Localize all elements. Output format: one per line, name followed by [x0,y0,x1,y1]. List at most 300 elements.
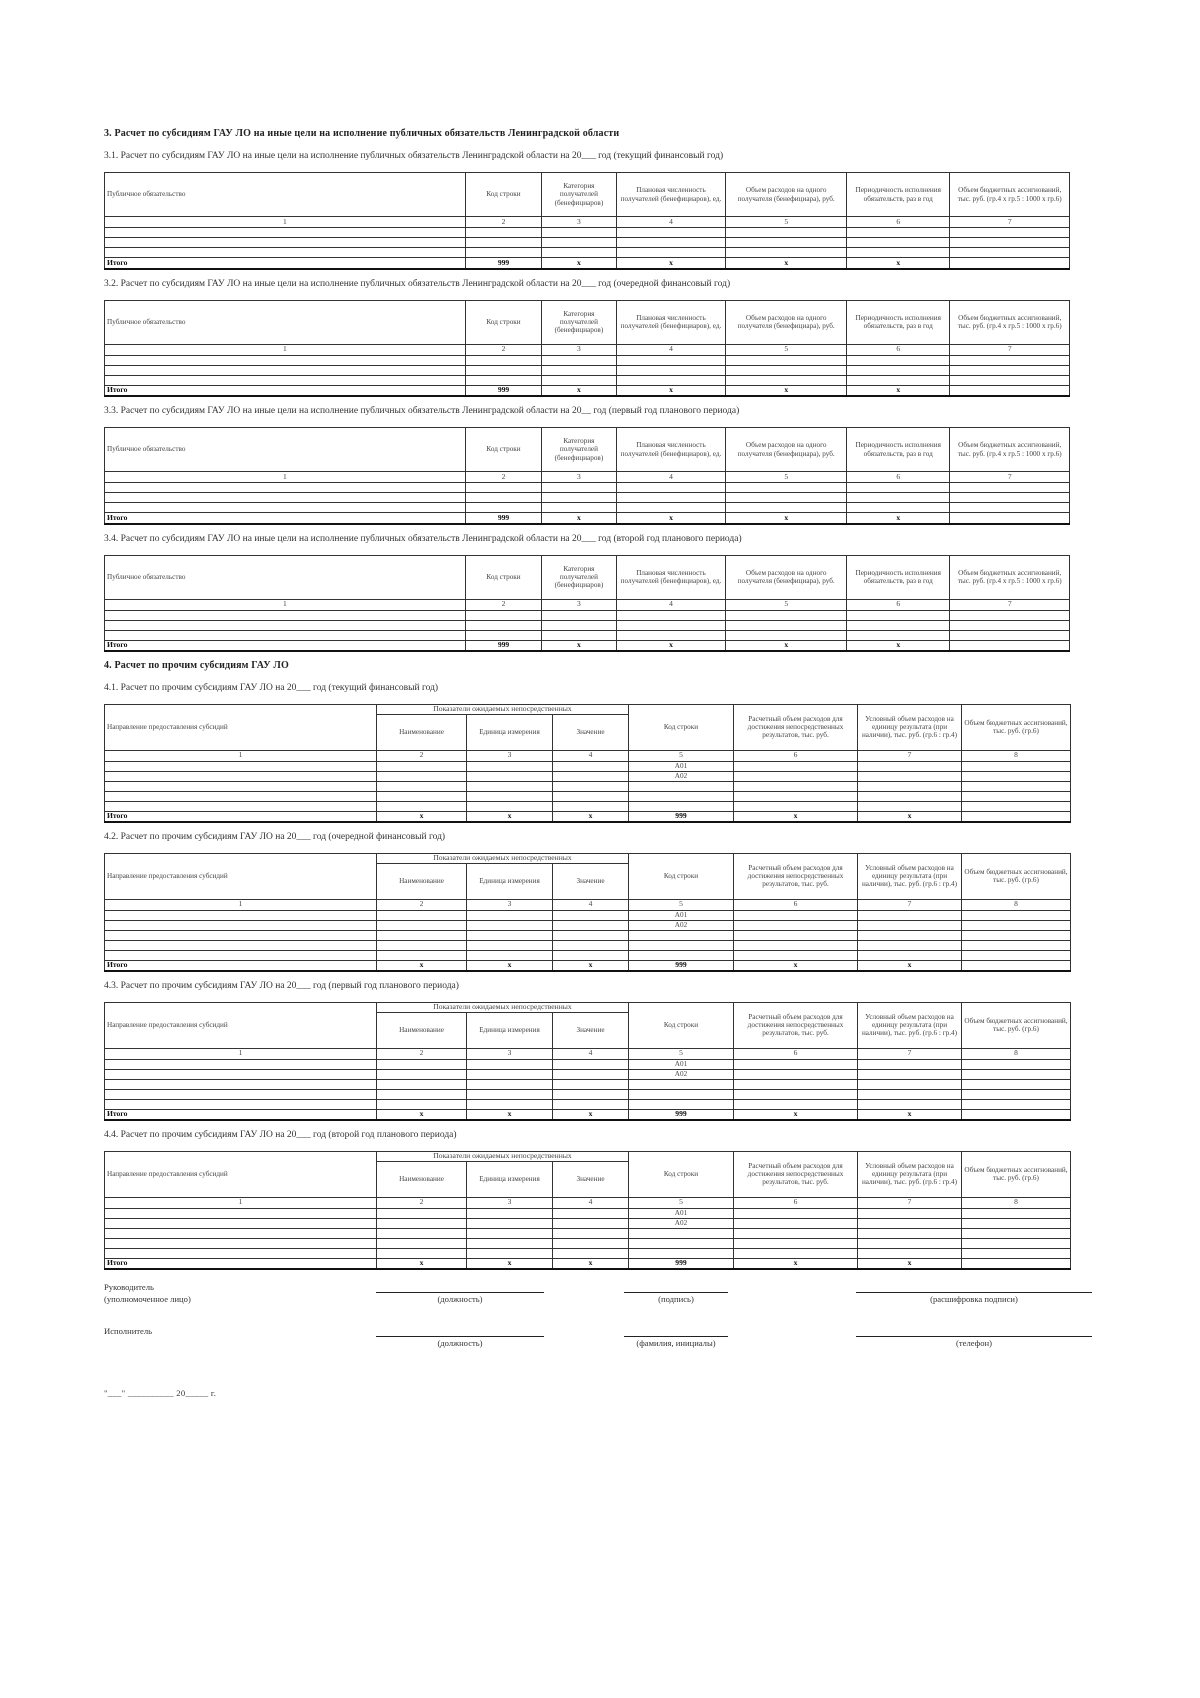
table-cell[interactable] [553,761,629,771]
table-cell[interactable] [629,1099,734,1109]
table-cell[interactable] [962,761,1071,771]
table-cell[interactable] [377,920,467,930]
col-number: 7 [950,344,1070,355]
col-header-calc-volume: Расчетный объем расходов для достижения непосредственных результатов, тыс. руб. [734,1003,858,1049]
table-cell[interactable] [105,930,377,940]
table-cell[interactable] [962,1228,1071,1238]
table-cell[interactable] [467,1069,553,1079]
table-cell[interactable] [105,620,466,630]
total-value[interactable] [962,960,1071,971]
table-cell[interactable] [553,1059,629,1069]
table-cell[interactable] [629,781,734,791]
table-cell[interactable] [377,1218,467,1228]
table-cell[interactable] [542,238,616,248]
table-cell[interactable] [726,493,847,503]
table-cell[interactable] [734,940,858,950]
col-number: 1 [105,1197,377,1208]
head-signature-line[interactable] [624,1292,728,1293]
table-cell[interactable] [950,365,1070,375]
table-cell[interactable] [858,1228,962,1238]
table-cell[interactable] [847,238,950,248]
col-header-per-recipient: Объем расходов на одного получателя (бенефициара), руб. [726,173,847,217]
total-label: Итого [105,385,466,396]
table-cell[interactable] [962,940,1071,950]
table-cell[interactable] [858,801,962,811]
table-cell[interactable] [465,355,541,365]
table-cell[interactable] [542,503,616,513]
table-cell[interactable] [734,771,858,781]
table-cell[interactable] [105,801,377,811]
table-cell[interactable] [377,1208,467,1218]
table-cell[interactable] [616,238,726,248]
table-cell[interactable] [629,791,734,801]
table-cell[interactable] [950,375,1070,385]
table-cell[interactable] [616,630,726,640]
table-cell[interactable] [467,1238,553,1248]
table-cell[interactable] [734,781,858,791]
table-cell[interactable] [467,1248,553,1258]
table-cell[interactable] [467,1218,553,1228]
row-code: А01 [629,1208,734,1218]
col-number: 3 [542,472,616,483]
table-cell[interactable] [734,761,858,771]
table-cell[interactable] [726,503,847,513]
table-cell[interactable] [467,781,553,791]
table-cell[interactable] [726,610,847,620]
table-cell[interactable] [377,781,467,791]
table-cell[interactable] [467,1079,553,1089]
table-cell[interactable] [105,630,466,640]
table-cell[interactable] [858,761,962,771]
table-cell[interactable] [847,620,950,630]
table-cell[interactable] [734,1089,858,1099]
col-header-unit: Единица измерения [467,863,553,899]
table-cell[interactable] [553,930,629,940]
table-cell[interactable] [962,1079,1071,1089]
table-cell[interactable] [734,1248,858,1258]
table-cell[interactable] [105,1248,377,1258]
table-cell[interactable] [726,355,847,365]
table-cell[interactable] [858,1079,962,1089]
table-cell[interactable] [553,781,629,791]
table-cell[interactable] [105,910,377,920]
table-cell[interactable] [553,1228,629,1238]
head-decoding-line[interactable] [856,1292,1092,1293]
table-cell[interactable] [726,483,847,493]
col-number: 8 [962,1197,1071,1208]
col-header-code: Код строки [629,854,734,900]
table-cell[interactable] [734,791,858,801]
table-cell[interactable] [629,940,734,950]
table-cell[interactable] [847,228,950,238]
table-cell[interactable] [542,365,616,375]
col-header-conditional-volume: Условный объем расходов на единицу результата (при наличии), тыс. руб. (гр.6 : гр.4) [858,854,962,900]
table-cell[interactable] [465,610,541,620]
table-cell[interactable] [858,1089,962,1099]
total-x: х [542,513,616,524]
table-cell[interactable] [105,238,466,248]
table-cell[interactable] [105,493,466,503]
total-value[interactable] [950,513,1070,524]
table-cell[interactable] [847,375,950,385]
table-cell[interactable] [553,791,629,801]
col-header-category: Категория получателей (бенефициаров) [542,173,616,217]
table-cell[interactable] [616,228,726,238]
table-cell[interactable] [553,1238,629,1248]
table-cell[interactable] [616,620,726,630]
table-cell[interactable] [105,1099,377,1109]
col-number: 7 [858,899,962,910]
col-number: 7 [858,1048,962,1059]
table-cell[interactable] [734,1228,858,1238]
table-cell[interactable] [553,1069,629,1079]
head-position-line[interactable] [376,1292,544,1293]
table-cell[interactable] [950,503,1070,513]
table-cell[interactable] [377,791,467,801]
table-cell[interactable] [467,930,553,940]
total-x: х [858,1109,962,1120]
table-cell[interactable] [629,1238,734,1248]
table-cell[interactable] [467,791,553,801]
table-cell[interactable] [858,1208,962,1218]
table-cell[interactable] [105,950,377,960]
total-x: х [847,513,950,524]
table-cell[interactable] [847,483,950,493]
col-number: 1 [105,599,466,610]
table-cell[interactable] [858,1099,962,1109]
table-cell[interactable] [542,630,616,640]
table-cell[interactable] [734,1099,858,1109]
table-cell[interactable] [105,1069,377,1079]
table-cell[interactable] [467,910,553,920]
col-number: 2 [377,1197,467,1208]
table-cell[interactable] [858,781,962,791]
table-cell[interactable] [105,761,377,771]
total-x: х [616,640,726,651]
table-cell[interactable] [858,771,962,781]
table-cell[interactable] [616,375,726,385]
table-cell[interactable] [553,771,629,781]
table-cell[interactable] [377,930,467,940]
table-cell[interactable] [542,610,616,620]
table-cell[interactable] [847,493,950,503]
table-cell[interactable] [105,1208,377,1218]
table-cell[interactable] [629,801,734,811]
table-cell[interactable] [553,1089,629,1099]
total-code: 999 [629,1258,734,1269]
table-cell[interactable] [629,1079,734,1089]
table-cell[interactable] [377,940,467,950]
table-cell[interactable] [377,801,467,811]
table-cell[interactable] [726,375,847,385]
table-4-1-heading: 4.1. Расчет по прочим субсидиям ГАУ ЛО на 20___ год (текущий финансовый год) [104,683,439,693]
table-cell[interactable] [858,1059,962,1069]
table-cell[interactable] [467,1089,553,1099]
table-cell[interactable] [734,1079,858,1089]
row-code: А02 [629,920,734,930]
table-3-3-heading: 3.3. Расчет по субсидиям ГАУ ЛО на иные цели на исполнение публичных обязательств Ленинградской области на 20__ год (первый год планового периода) [104,406,740,416]
table-cell[interactable] [726,365,847,375]
executor-position-line[interactable] [376,1336,544,1337]
table-cell[interactable] [465,228,541,238]
table-cell[interactable] [542,620,616,630]
col-number: 4 [553,1197,629,1208]
date-field[interactable]: "___" __________ 20_____ г. [104,1388,217,1398]
table-cell[interactable] [467,801,553,811]
table-cell[interactable] [105,1079,377,1089]
table-cell[interactable] [467,920,553,930]
table-cell[interactable] [962,1089,1071,1099]
table-cell[interactable] [377,1069,467,1079]
table-cell[interactable] [858,1218,962,1228]
table-cell[interactable] [105,248,466,258]
total-code: 999 [465,258,541,269]
table-cell[interactable] [467,940,553,950]
table-cell[interactable] [962,791,1071,801]
table-cell[interactable] [847,610,950,620]
table-cell[interactable] [105,920,377,930]
table-cell[interactable] [467,1059,553,1069]
table-cell[interactable] [105,771,377,781]
table-cell[interactable] [105,355,466,365]
total-value[interactable] [962,1109,1071,1120]
table-cell[interactable] [858,910,962,920]
table-cell[interactable] [734,910,858,920]
table-cell[interactable] [465,365,541,375]
table-cell[interactable] [629,1228,734,1238]
table-cell[interactable] [553,1079,629,1089]
table-cell[interactable] [616,355,726,365]
table-cell[interactable] [734,1218,858,1228]
table-cell[interactable] [377,1238,467,1248]
table-cell[interactable] [105,228,466,238]
table-cell[interactable] [377,1079,467,1089]
table-cell[interactable] [950,228,1070,238]
table-cell[interactable] [553,920,629,930]
table-cell[interactable] [962,771,1071,781]
col-number: 5 [726,217,847,228]
table-cell[interactable] [962,1208,1071,1218]
table-cell[interactable] [105,1059,377,1069]
table-cell[interactable] [734,1069,858,1079]
table-cell[interactable] [377,1089,467,1099]
col-header-unit: Единица измерения [467,714,553,750]
table-cell[interactable] [465,375,541,385]
table-cell[interactable] [962,1099,1071,1109]
table-cell[interactable] [377,1228,467,1238]
executor-name-line[interactable] [624,1336,728,1337]
table-cell[interactable] [726,630,847,640]
table-cell[interactable] [542,248,616,258]
table-cell[interactable] [962,950,1071,960]
table-cell[interactable] [726,238,847,248]
table-cell[interactable] [105,1218,377,1228]
table-cell[interactable] [962,1069,1071,1079]
table-cell[interactable] [734,920,858,930]
table-cell[interactable] [858,1248,962,1258]
table-cell[interactable] [726,248,847,258]
table-cell[interactable] [962,910,1071,920]
table-cell[interactable] [950,355,1070,365]
table-cell[interactable] [465,483,541,493]
table-cell[interactable] [950,483,1070,493]
table-cell[interactable] [858,940,962,950]
col-number: 1 [105,899,377,910]
table-cell[interactable] [858,791,962,801]
table-cell[interactable] [377,950,467,960]
table-cell[interactable] [616,610,726,620]
table-cell[interactable] [553,1099,629,1109]
table-cell[interactable] [465,630,541,640]
table-cell[interactable] [616,483,726,493]
table-cell[interactable] [465,620,541,630]
col-header-obligation: Публичное обязательство [105,555,466,599]
table-cell[interactable] [542,228,616,238]
executor-phone-line[interactable] [856,1336,1092,1337]
table-cell[interactable] [377,1099,467,1109]
table-cell[interactable] [734,1059,858,1069]
table-cell[interactable] [465,238,541,248]
table-cell[interactable] [105,483,466,493]
table-cell[interactable] [465,248,541,258]
table-cell[interactable] [734,801,858,811]
table-cell[interactable] [467,771,553,781]
table-cell[interactable] [105,1228,377,1238]
table-cell[interactable] [950,610,1070,620]
table-cell[interactable] [734,1238,858,1248]
table-cell[interactable] [465,503,541,513]
table-cell[interactable] [629,930,734,940]
table-cell[interactable] [542,355,616,365]
col-header-obligation: Публичное обязательство [105,173,466,217]
table-cell[interactable] [553,801,629,811]
table-cell[interactable] [467,761,553,771]
total-code: 999 [465,385,541,396]
table-cell[interactable] [105,1238,377,1248]
table-4-2-heading: 4.2. Расчет по прочим субсидиям ГАУ ЛО на 20___ год (очередной финансовый год) [104,832,446,842]
table-cell[interactable] [377,761,467,771]
table-cell[interactable] [105,791,377,801]
table-cell[interactable] [726,620,847,630]
table-cell[interactable] [962,1218,1071,1228]
table-cell[interactable] [734,930,858,940]
table-cell[interactable] [467,1208,553,1218]
col-number: 3 [467,1197,553,1208]
executor-position-caption: (должность) [437,1338,483,1348]
table-cell[interactable] [553,940,629,950]
table-cell[interactable] [734,950,858,960]
table-cell[interactable] [553,1208,629,1218]
table-cell[interactable] [847,630,950,640]
total-value[interactable] [950,258,1070,269]
table-cell[interactable] [553,950,629,960]
table-cell[interactable] [962,920,1071,930]
table-cell[interactable] [105,503,466,513]
table-cell[interactable] [847,503,950,513]
table-cell[interactable] [962,930,1071,940]
total-code: 999 [629,1109,734,1120]
table-cell[interactable] [542,375,616,385]
table-cell[interactable] [858,1069,962,1079]
table-cell[interactable] [105,781,377,791]
table-cell[interactable] [858,1238,962,1248]
table-cell[interactable] [629,1248,734,1258]
table-cell[interactable] [950,630,1070,640]
table-cell[interactable] [847,355,950,365]
table-cell[interactable] [105,365,466,375]
table-cell[interactable] [465,493,541,503]
total-label: Итого [105,258,466,269]
total-value[interactable] [950,640,1070,651]
table-cell[interactable] [962,1248,1071,1258]
total-x: х [726,640,847,651]
col-number: 5 [726,599,847,610]
table-cell[interactable] [734,1208,858,1218]
table-cell[interactable] [542,493,616,503]
table-cell[interactable] [616,503,726,513]
table-cell[interactable] [962,801,1071,811]
table-cell[interactable] [377,771,467,781]
table-cell[interactable] [377,1059,467,1069]
table-cell[interactable] [553,1218,629,1228]
table-cell[interactable] [377,910,467,920]
col-header-obligation: Публичное обязательство [105,428,466,472]
table-cell[interactable] [467,1228,553,1238]
col-number: 2 [377,1048,467,1059]
table-cell[interactable] [105,940,377,950]
document-page [104,128,1094,1402]
table-cell[interactable] [377,1248,467,1258]
table-cell[interactable] [858,930,962,940]
table-cell[interactable] [105,1089,377,1099]
total-value[interactable] [962,1258,1071,1269]
table-cell[interactable] [629,1089,734,1099]
table-cell[interactable] [105,375,466,385]
table-cell[interactable] [858,950,962,960]
table-cell[interactable] [105,610,466,620]
table-cell[interactable] [629,950,734,960]
table-cell[interactable] [726,228,847,238]
table-cell[interactable] [542,483,616,493]
table-cell[interactable] [553,1248,629,1258]
table-cell[interactable] [950,620,1070,630]
table-cell[interactable] [962,1059,1071,1069]
total-x: х [377,1258,467,1269]
table-cell[interactable] [950,493,1070,503]
table-cell[interactable] [847,248,950,258]
table-cell[interactable] [962,1238,1071,1248]
col-number: 4 [616,344,726,355]
table-cell[interactable] [858,920,962,930]
table-cell[interactable] [467,950,553,960]
table-cell[interactable] [616,365,726,375]
table-cell[interactable] [616,248,726,258]
col-header-count: Плановая численность получателей (бенефициаров), ед. [616,555,726,599]
total-x: х [553,960,629,971]
total-x: х [542,640,616,651]
table-cell[interactable] [467,1099,553,1109]
table-cell[interactable] [553,910,629,920]
table-cell[interactable] [950,238,1070,248]
col-number: 3 [467,1048,553,1059]
col-number: 6 [847,599,950,610]
table-cell[interactable] [962,781,1071,791]
total-value[interactable] [962,811,1071,822]
table-cell[interactable] [616,493,726,503]
table-cell[interactable] [950,248,1070,258]
table-cell[interactable] [847,365,950,375]
total-value[interactable] [950,385,1070,396]
